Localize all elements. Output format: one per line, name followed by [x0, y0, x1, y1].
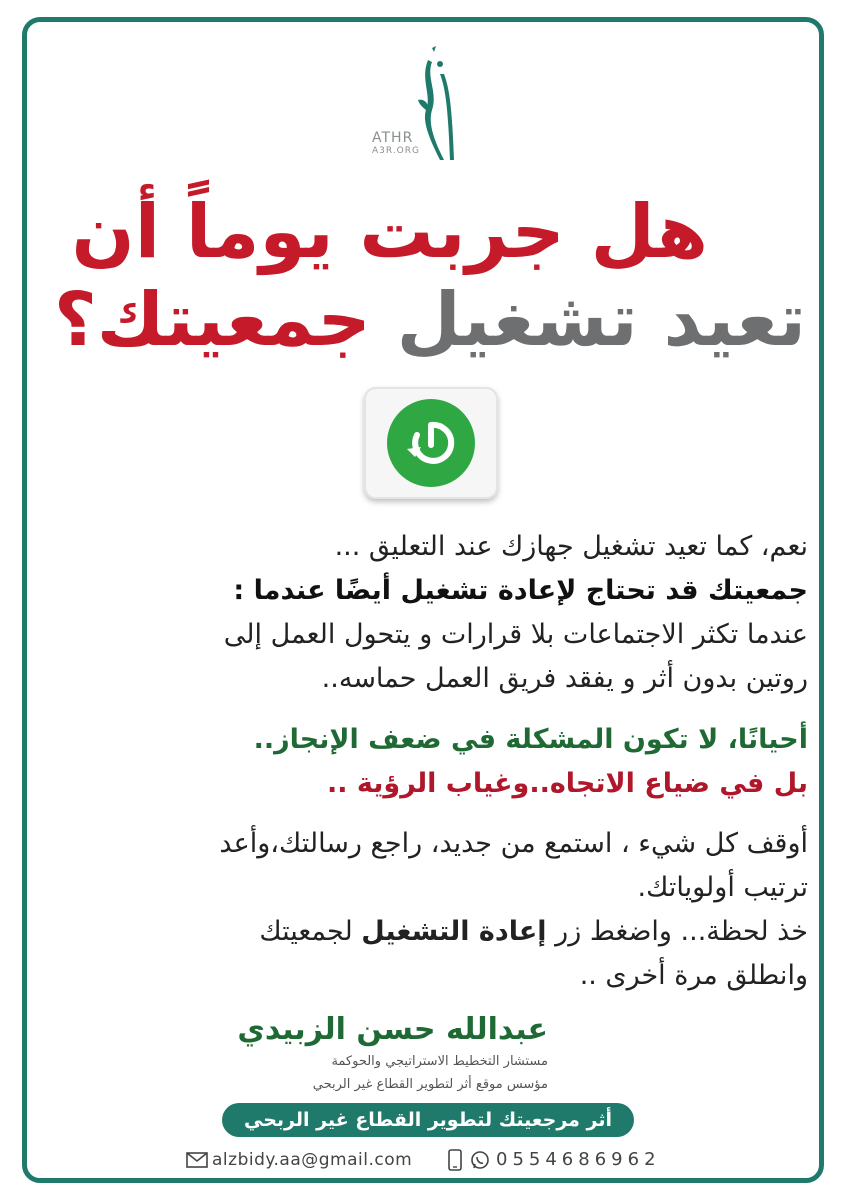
author-role2: مؤسس موقع أثر لتطوير القطاع غير الربحي	[312, 1077, 548, 1092]
highlight-line2: بل في ضياع الاتجاه..وغياب الرؤية ..	[327, 768, 808, 799]
title-line1: هل جربت يوماً أن	[71, 189, 708, 275]
cta-line3-part1: خذ لحظة... واضغط زر	[546, 916, 808, 947]
title-line2-part1: تعيد تشغيل	[370, 277, 806, 363]
cta-line4: وانطلق مرة أخرى ..	[579, 960, 808, 991]
logo-line2: A3R.ORG	[372, 146, 420, 156]
mail-icon	[186, 1148, 208, 1172]
cta-line3	[28, 910, 808, 954]
intro-line2: جمعيتك قد تحتاج لإعادة تشغيل أيضًا عندما :	[233, 575, 808, 606]
title-line2-part2: جمعيتك؟	[53, 277, 371, 363]
logo-line1: ATHR	[372, 130, 414, 146]
phone-number[interactable]: 0554686962	[496, 1149, 661, 1170]
intro-line1: نعم، كما تعيد تشغيل جهازك عند التعليق ...	[334, 531, 808, 562]
cta-line3-bold: إعادة التشغيل	[361, 916, 547, 947]
logo-text	[372, 132, 452, 158]
cta-line3-part2: لجمعيتك	[259, 916, 362, 947]
whatsapp-icon	[469, 1148, 491, 1172]
intro-paragraph	[28, 525, 808, 701]
cta-line2: ترتيب أولوياتك.	[637, 872, 808, 903]
highlight-line1: أحيانًا، لا تكون المشكلة في ضعف الإنجاز..	[253, 724, 808, 755]
highlight-paragraph	[28, 718, 808, 806]
call-to-action-paragraph	[28, 822, 808, 998]
restart-button-card	[364, 387, 498, 499]
restart-power-icon	[387, 399, 475, 487]
author-role1: مستشار التخطيط الاستراتيجي والحوكمة	[331, 1054, 548, 1069]
mobile-phone-icon	[447, 1148, 463, 1172]
tagline-banner: أثر مرجعيتك لتطوير القطاع غير الربحي	[222, 1103, 634, 1137]
cta-line1: أوقف كل شيء ، استمع من جديد، راجع رسالتك،وأعد	[219, 828, 808, 859]
title-line2	[53, 277, 806, 363]
intro-line4: روتين بدون أثر و يفقد فريق العمل حماسه..	[321, 663, 808, 694]
email-link[interactable]: alzbidy.aa@gmail.com	[212, 1150, 413, 1170]
intro-line3: عندما تكثر الاجتماعات بلا قرارات و يتحول العمل إلى	[223, 619, 808, 650]
author-name: عبدالله حسن الزبيدي	[237, 1012, 548, 1047]
